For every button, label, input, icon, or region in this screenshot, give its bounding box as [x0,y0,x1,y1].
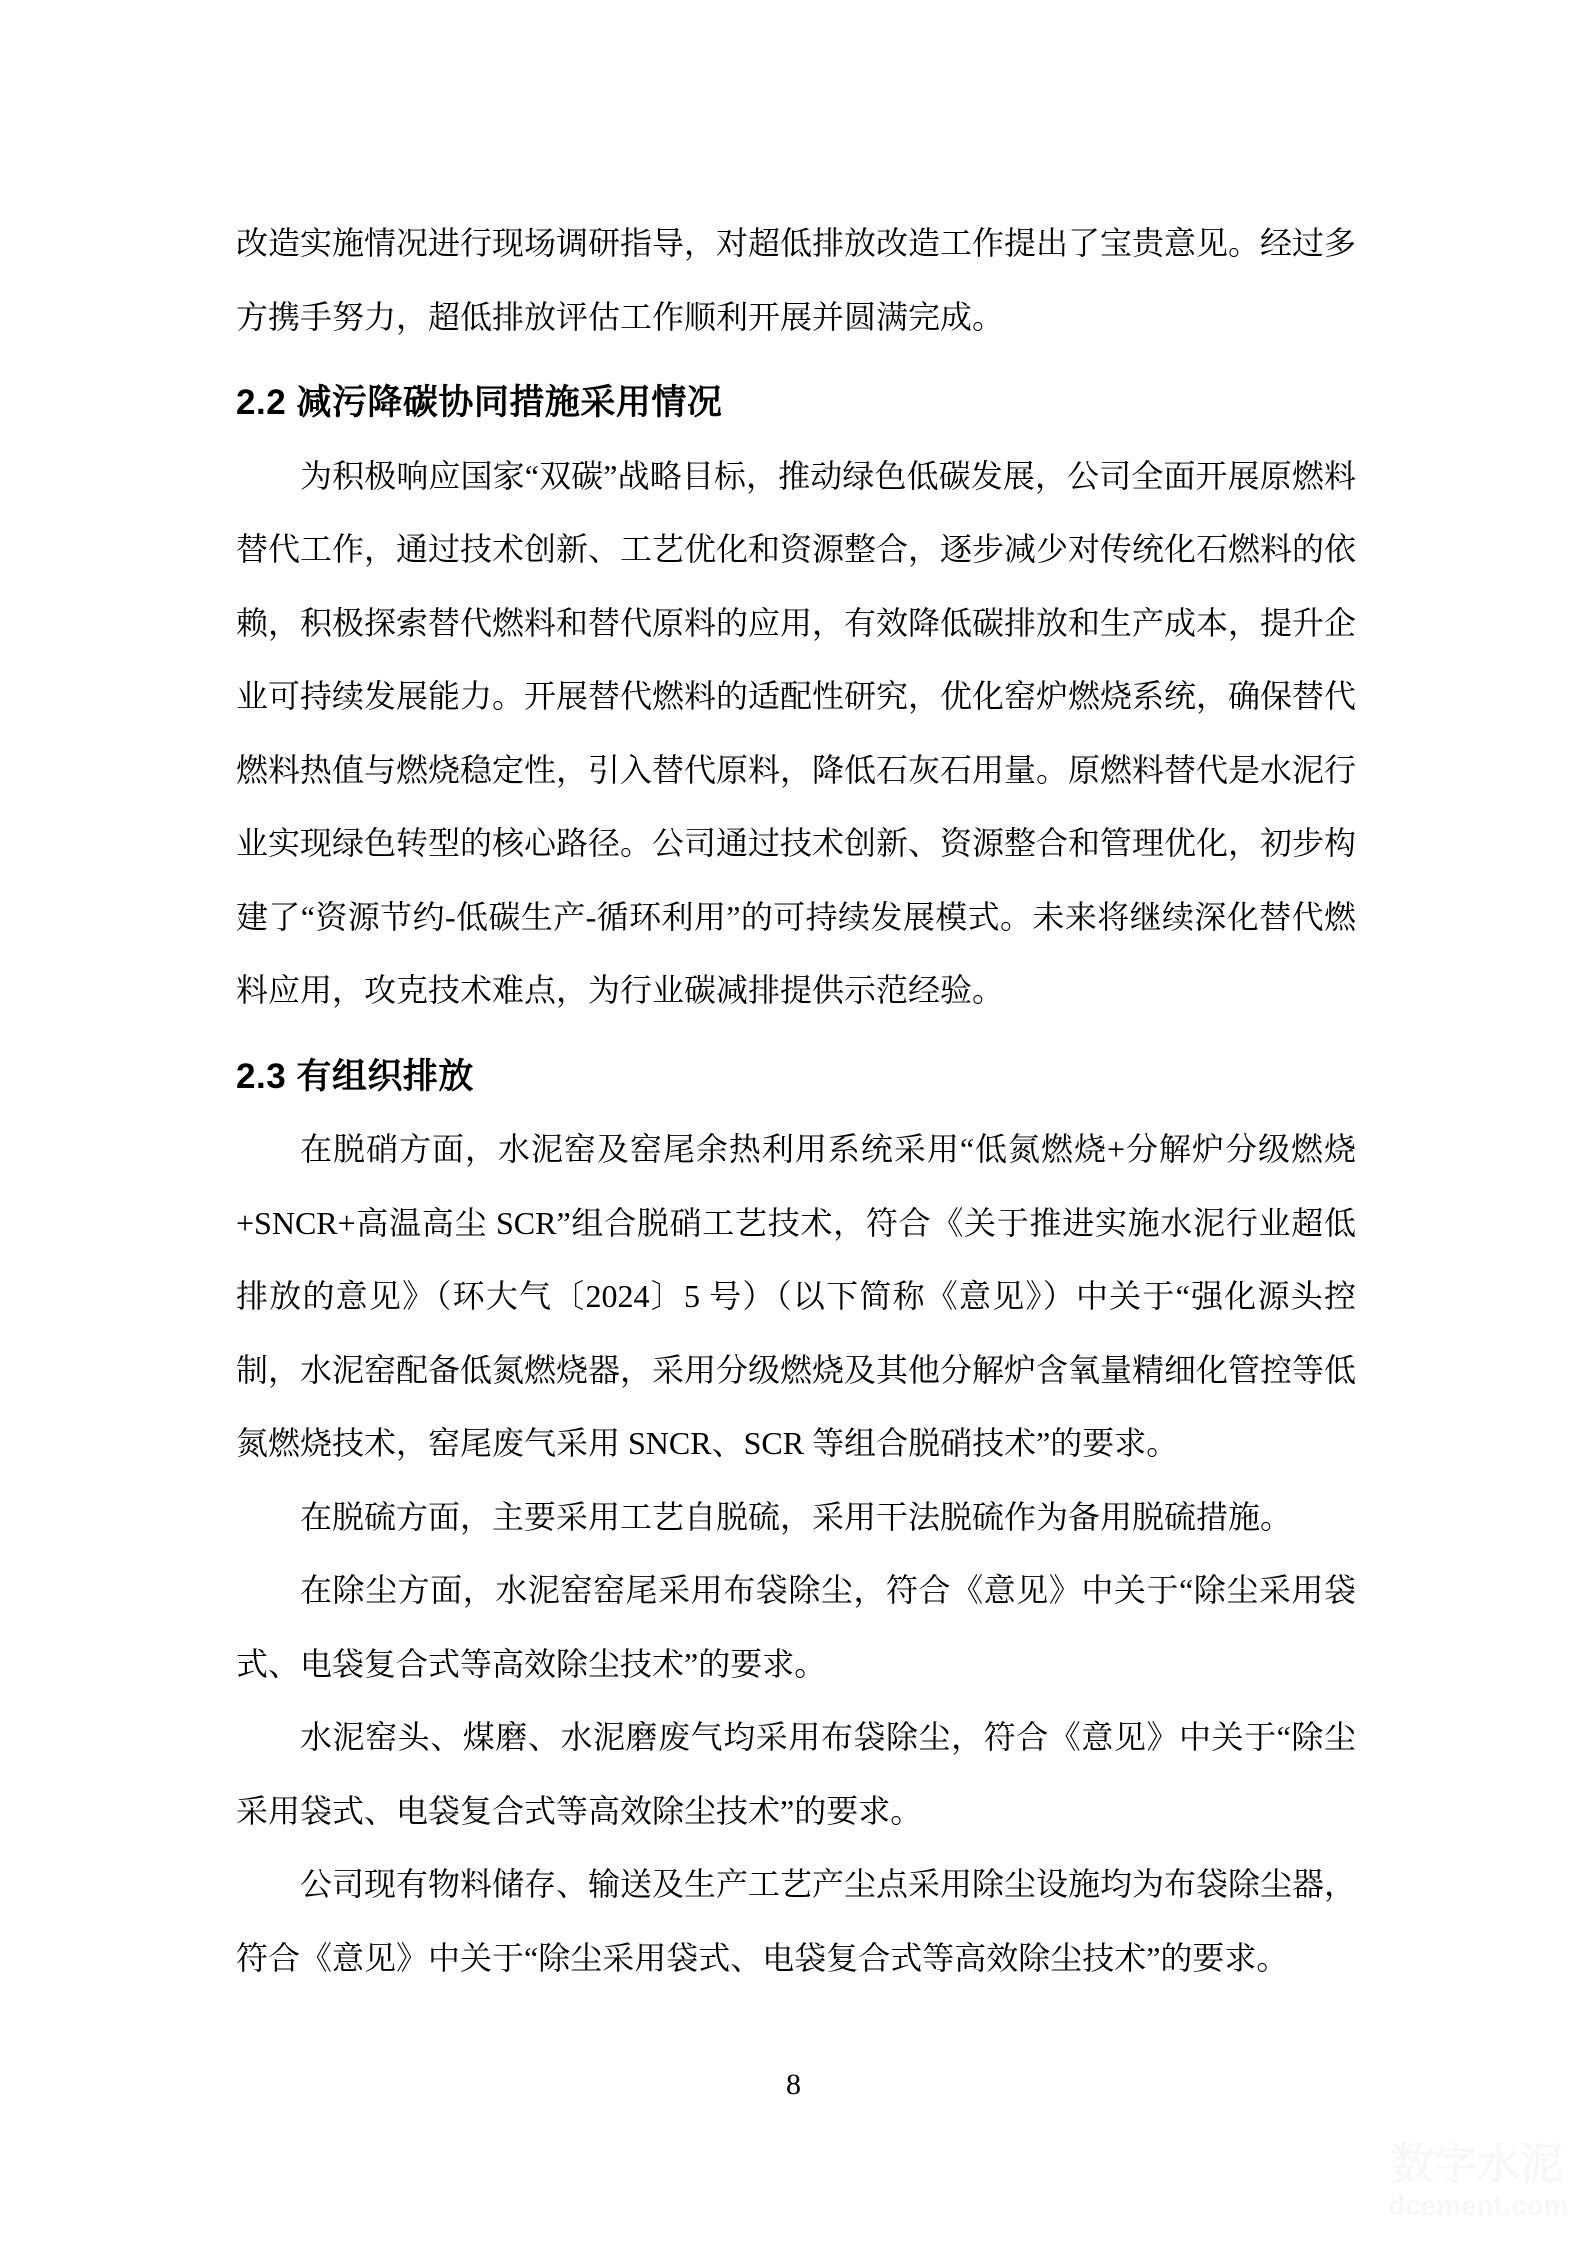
document-body [236,207,1356,1995]
section-heading: 2.3 有组织排放 [236,1056,474,1096]
body-paragraph: 在脱硫方面，主要采用工艺自脱硫，采用干法脱硫作为备用脱硫措施。 [300,1498,1293,1535]
body-paragraph: 在脱硝方面，水泥窑及窑尾余热利用系统采用“低氮燃烧+分解炉分级燃烧+SNCR+高温高尘 SCR”组合脱硝工艺技术，符合《关于推进实施水泥行业超低排放的意见》（环大气〔2024〕5 号）（以下简称《意见》）中关于“强化源头控制，水泥窑配备低氮燃烧器，采用分级燃烧及其他分解炉含氧量精细化管控等低氮燃烧技术，窑尾废气采用 SNCR、SCR 等组合脱硝技术”的要求。 [236,1131,1357,1461]
section-heading: 2.2 减污降碳协同措施采用情况 [236,383,723,422]
page-number: 8 [786,2068,801,2101]
watermark [1388,2140,1569,2222]
watermark-title: 数字水泥 [1391,2141,1563,2189]
body-paragraph: 在除尘方面，水泥窑窑尾采用布袋除尘，符合《意见》中关于“除尘采用袋式、电袋复合式等高效除尘技术”的要求。 [236,1572,1356,1682]
body-paragraph: 为积极响应国家“双碳”战略目标，推动绿色低碳发展，公司全面开展原燃料替代工作，通过技术创新、工艺优化和资源整合，逐步减少对传统化石燃料的依赖，积极探索替代燃料和替代原料的应用，有效降低碳排放和生产成本，提升企业可持续发展能力。开展替代燃料的适配性研究，优化窑炉燃烧系统，确保替代燃料热值与燃烧稳定性，引入替代原料，降低石灰石用量。原燃料替代是水泥行业实现绿色转型的核心路径。公司通过技术创新、资源整合和管理优化，初步构建了“资源节约-低碳生产-循环利用”的可持续发展模式。未来将继续深化替代燃料应用，攻克技术难点，为行业碳减排提供示范经验。 [236,457,1357,1008]
watermark-url: dcement.com [1388,2190,1569,2221]
body-paragraph: 水泥窑头、煤磨、水泥磨废气均采用布袋除尘，符合《意见》中关于“除尘采用袋式、电袋复合式等高效除尘技术”的要求。 [236,1719,1356,1829]
body-paragraph: 改造实施情况进行现场调研指导，对超低排放改造工作提出了宝贵意见。经过多方携手努力，超低排放评估工作顺利开展并圆满完成。 [236,225,1357,335]
body-paragraph: 公司现有物料储存、输送及生产工艺产尘点采用除尘设施均为布袋除尘器，符合《意见》中关于“除尘采用袋式、电袋复合式等高效除尘技术”的要求。 [236,1866,1357,1976]
